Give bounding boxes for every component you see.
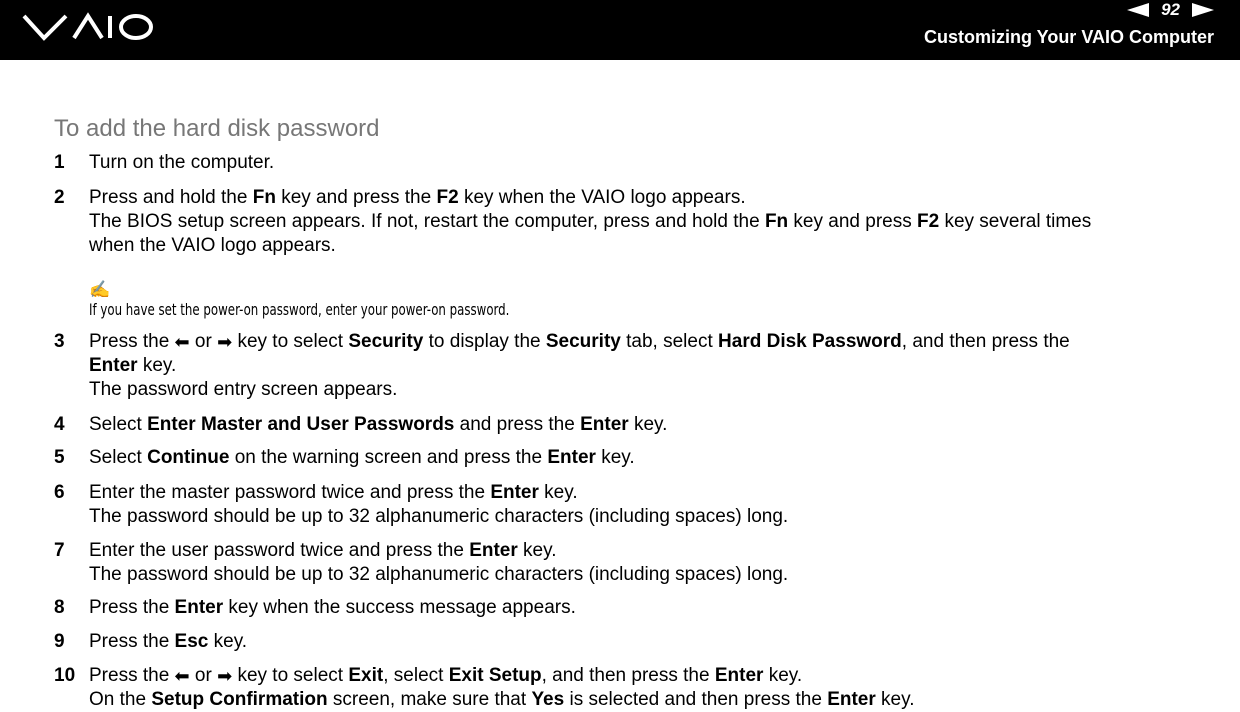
- step-text: Turn on the computer.: [89, 152, 275, 173]
- triangle-right-icon[interactable]: [1192, 3, 1214, 17]
- step-number: 3: [54, 331, 65, 352]
- step-number: 5: [54, 447, 65, 468]
- step-number: 6: [54, 482, 65, 503]
- step-number: 1: [54, 152, 65, 173]
- page-navigation: [1127, 0, 1214, 20]
- step-text: Press the Esc key.: [89, 631, 248, 652]
- step-text: Select Enter Master and User Passwords and press the Enter key.: [89, 414, 668, 435]
- page-number: 92: [1161, 0, 1180, 19]
- step-number: 9: [54, 631, 65, 652]
- step-number: 8: [54, 597, 65, 618]
- vaio-logo: [22, 10, 156, 49]
- pencil-note-icon: ✍: [89, 280, 111, 299]
- section-title: Customizing Your VAIO Computer: [923, 27, 1214, 47]
- step-number: 4: [54, 414, 65, 435]
- right-arrow-key-icon: ➡: [217, 332, 233, 352]
- step-text: Press the Enter key when the success message appears.: [89, 597, 576, 618]
- page-header: [0, 0, 1240, 60]
- left-arrow-key-icon: ⬅: [174, 332, 190, 352]
- step-text: Press the ⬅ or ➡ key to select Security to display the Security tab, select Hard Disk Password, and then press the Enter key. The password entry screen appears.: [89, 331, 1070, 400]
- triangle-left-icon[interactable]: [1127, 3, 1149, 17]
- left-arrow-key-icon: ⬅: [174, 666, 190, 686]
- step-number: 10: [54, 665, 76, 686]
- right-arrow-key-icon: ➡: [217, 666, 233, 686]
- note-text: If you have set the power-on password, enter your power-on password.: [89, 300, 510, 319]
- step-number: 7: [54, 540, 65, 561]
- step-text: Select Continue on the warning screen and press the Enter key.: [89, 447, 635, 468]
- step-text: Press the ⬅ or ➡ key to select Exit, select Exit Setup, and then press the Enter key. On the Setup Confirmation screen, make sure that Yes is selected and then press the Enter key.: [89, 665, 915, 710]
- step-text: Enter the user password twice and press the Enter key. The password should be up to 32 alphanumeric characters (including spaces) long.: [89, 540, 789, 585]
- step-text: Press and hold the Fn key and press the F2 key when the VAIO logo appears. The BIOS setup screen appears. If not, restart the computer, press and hold the Fn key and press F2 key several times when the VAIO logo appears.: [89, 187, 1092, 256]
- step-text: Enter the master password twice and press the Enter key. The password should be up to 32 alphanumeric characters (including spaces) long.: [89, 482, 789, 527]
- step-number: 2: [54, 187, 65, 208]
- page-title: To add the hard disk password: [54, 115, 380, 142]
